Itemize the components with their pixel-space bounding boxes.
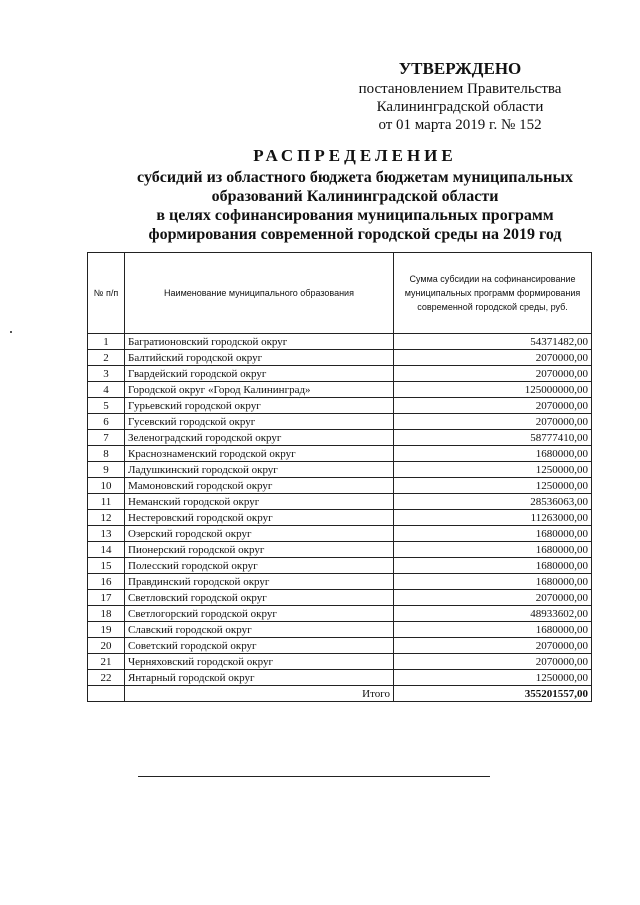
subtitle-line-3: в целях софинансирования муниципальных программ (156, 207, 554, 224)
table-row (88, 334, 592, 350)
table-row (88, 670, 592, 686)
table-body (88, 334, 592, 686)
row-number: 8 (88, 446, 125, 462)
row-subsidy-sum: 1680000,00 (394, 622, 592, 638)
document-title-block (110, 146, 600, 244)
table-row (88, 558, 592, 574)
row-subsidy-sum: 1680000,00 (394, 574, 592, 590)
row-subsidy-sum: 48933602,00 (394, 606, 592, 622)
row-subsidy-sum: 1250000,00 (394, 478, 592, 494)
table-row (88, 574, 592, 590)
row-subsidy-sum: 2070000,00 (394, 398, 592, 414)
margin-mark (10, 331, 12, 333)
row-municipality: Нестеровский городской округ (125, 510, 394, 526)
table-row (88, 366, 592, 382)
row-number: 10 (88, 478, 125, 494)
signature-line (138, 776, 490, 777)
row-municipality: Городской округ «Город Калининград» (125, 382, 394, 398)
table-row (88, 622, 592, 638)
row-number: 2 (88, 350, 125, 366)
row-number: 13 (88, 526, 125, 542)
row-subsidy-sum: 1250000,00 (394, 670, 592, 686)
table-row (88, 638, 592, 654)
approval-heading: УТВЕРЖДЕНО (398, 59, 522, 78)
total-empty-cell (88, 686, 125, 702)
row-municipality: Черняховский городской округ (125, 654, 394, 670)
row-municipality: Советский городской округ (125, 638, 394, 654)
row-number: 19 (88, 622, 125, 638)
row-number: 17 (88, 590, 125, 606)
row-number: 16 (88, 574, 125, 590)
subsidy-table (87, 252, 592, 702)
total-row (88, 686, 592, 702)
table-row (88, 382, 592, 398)
subtitle-line-2: образований Калининградской области (211, 188, 499, 205)
row-number: 4 (88, 382, 125, 398)
row-number: 15 (88, 558, 125, 574)
header-municipality: Наименование муниципального образования (125, 253, 394, 334)
total-sum: 355201557,00 (394, 686, 592, 702)
subtitle-line-1: субсидий из областного бюджета бюджетам муниципальных (137, 169, 573, 186)
table-row (88, 414, 592, 430)
row-municipality: Краснознаменский городской округ (125, 446, 394, 462)
row-subsidy-sum: 2070000,00 (394, 414, 592, 430)
row-number: 9 (88, 462, 125, 478)
row-number: 7 (88, 430, 125, 446)
row-municipality: Пионерский городской округ (125, 542, 394, 558)
row-number: 6 (88, 414, 125, 430)
row-subsidy-sum: 2070000,00 (394, 638, 592, 654)
header-subsidy-sum: Сумма субсидии на софинансирование муниципальных программ формирования современной городской среды, руб. (394, 253, 592, 334)
total-label: Итого (125, 686, 394, 702)
row-municipality: Неманский городской округ (125, 494, 394, 510)
approval-line-3: от 01 марта 2019 г. № 152 (378, 117, 542, 133)
table-row (88, 654, 592, 670)
row-subsidy-sum: 1680000,00 (394, 558, 592, 574)
subtitle-line-4: формирования современной городской среды на 2019 год (148, 226, 562, 243)
row-number: 18 (88, 606, 125, 622)
header-number: № п/п (88, 253, 125, 334)
approval-line-2: Калининградской области (376, 99, 544, 115)
row-subsidy-sum: 1680000,00 (394, 446, 592, 462)
row-number: 1 (88, 334, 125, 350)
row-number: 5 (88, 398, 125, 414)
row-municipality: Гурьевский городской округ (125, 398, 394, 414)
approval-line-1: постановлением Правительства (358, 81, 562, 97)
row-municipality: Балтийский городской округ (125, 350, 394, 366)
row-subsidy-sum: 58777410,00 (394, 430, 592, 446)
row-subsidy-sum: 2070000,00 (394, 366, 592, 382)
table-row (88, 494, 592, 510)
table-row (88, 398, 592, 414)
row-municipality: Гусевский городской округ (125, 414, 394, 430)
row-number: 12 (88, 510, 125, 526)
table-row (88, 478, 592, 494)
table-header-row (88, 253, 592, 334)
approval-stamp (330, 60, 590, 134)
row-subsidy-sum: 2070000,00 (394, 654, 592, 670)
table-row (88, 590, 592, 606)
row-number: 14 (88, 542, 125, 558)
row-municipality: Янтарный городской округ (125, 670, 394, 686)
table-row (88, 350, 592, 366)
table-row (88, 606, 592, 622)
row-subsidy-sum: 1680000,00 (394, 542, 592, 558)
row-subsidy-sum: 1680000,00 (394, 526, 592, 542)
row-subsidy-sum: 11263000,00 (394, 510, 592, 526)
table-row (88, 446, 592, 462)
document-title: РАСПРЕДЕЛЕНИЕ (253, 146, 457, 165)
row-number: 21 (88, 654, 125, 670)
table-row (88, 430, 592, 446)
row-number: 3 (88, 366, 125, 382)
row-municipality: Зеленоградский городской округ (125, 430, 394, 446)
row-municipality: Светлогорский городской округ (125, 606, 394, 622)
row-municipality: Гвардейский городской округ (125, 366, 394, 382)
row-number: 11 (88, 494, 125, 510)
row-subsidy-sum: 1250000,00 (394, 462, 592, 478)
row-subsidy-sum: 2070000,00 (394, 590, 592, 606)
row-subsidy-sum: 125000000,00 (394, 382, 592, 398)
row-municipality: Полесский городской округ (125, 558, 394, 574)
row-subsidy-sum: 54371482,00 (394, 334, 592, 350)
row-municipality: Багратионовский городской округ (125, 334, 394, 350)
row-municipality: Ладушкинский городской округ (125, 462, 394, 478)
row-subsidy-sum: 2070000,00 (394, 350, 592, 366)
table-row (88, 462, 592, 478)
table-row (88, 526, 592, 542)
row-subsidy-sum: 28536063,00 (394, 494, 592, 510)
row-municipality: Светловский городской округ (125, 590, 394, 606)
row-municipality: Славский городской округ (125, 622, 394, 638)
row-municipality: Правдинский городской округ (125, 574, 394, 590)
row-number: 20 (88, 638, 125, 654)
row-number: 22 (88, 670, 125, 686)
row-municipality: Озерский городской округ (125, 526, 394, 542)
table-row (88, 542, 592, 558)
row-municipality: Мамоновский городской округ (125, 478, 394, 494)
table-row (88, 510, 592, 526)
